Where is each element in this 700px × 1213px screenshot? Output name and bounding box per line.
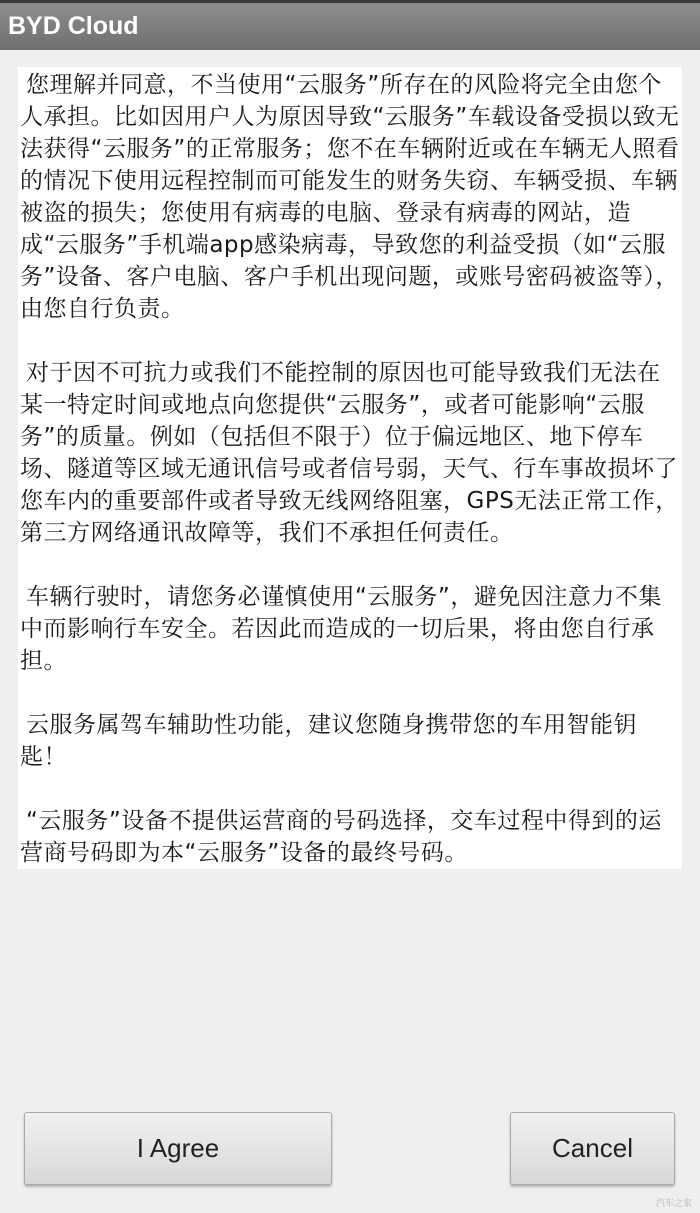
terms-paragraph-force-majeure: 对于因不可抗力或我们不能控制的原因也可能导致我们无法在某一特定时间或地点向您提供“云服务”，或者可能影响“云服务”的质量。例如（包括但不限于）位于偏远地区、地下停车场、隧道等区域无通讯信号或者信号弱，天气、行车事故损坏了您车内的重要部件或者导致无线网络阻塞，GPS无法正常工作，第三方网络通讯故障等，我们不承担任何责任。 [20,360,679,546]
terms-paragraph-smart-key: 云服务属驾车辅助性功能，建议您随身携带您的车用智能钥匙！ [20,712,637,770]
terms-content-panel[interactable] [18,67,682,869]
title-bar [0,0,700,50]
agree-button[interactable]: I Agree [24,1112,332,1185]
terms-paragraph-risk: 您理解并同意，不当使用“云服务”所存在的风险将完全由您个人承担。比如因用户人为原因导致“云服务”车载设备受损以致无法获得“云服务”的正常服务；您不在车辆附近或在车辆无人照看的情况下使用远程控制而可能发生的财务失窃、车辆受损、车辆被盗的损失；您使用有病毒的电脑、登录有病毒的网站，造成“云服务”手机端app感染病毒，导致您的利益受损（如“云服务”设备、客户电脑、客户手机出现问题，或账号密码被盗等），由您自行负责。 [20,72,680,322]
app-title: BYD Cloud [8,12,139,40]
cancel-button[interactable]: Cancel [510,1112,675,1185]
terms-paragraph-carrier-number: “云服务”设备不提供运营商的号码选择，交车过程中得到的运营商号码即为本“云服务”设备的最终号码。 [20,808,662,866]
watermark: 汽车之家 [655,1199,692,1209]
terms-paragraph-driving-safety: 车辆行驶时，请您务必谨慎使用“云服务”，避免因注意力不集中而影响行车安全。若因此而造成的一切后果，将由您自行承担。 [20,584,662,674]
